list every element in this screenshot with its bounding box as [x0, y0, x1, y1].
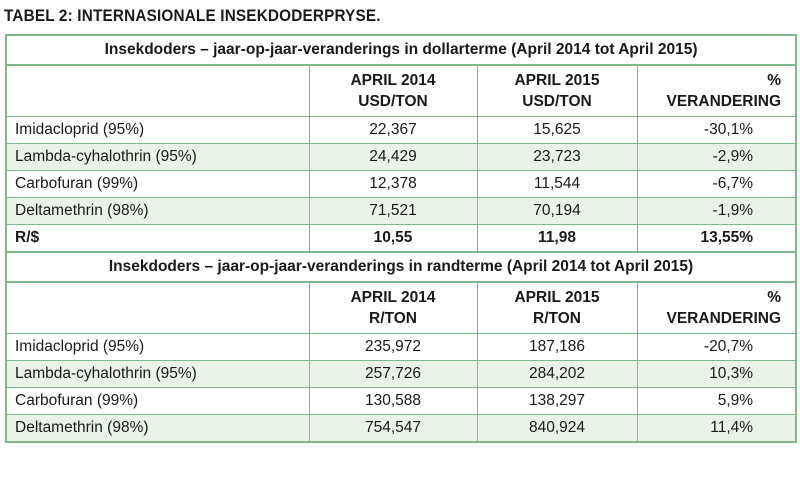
- value-2014: 257,726: [309, 361, 477, 388]
- exchange-rate-row: [6, 225, 796, 253]
- table-row: [6, 334, 796, 361]
- product-name: Lambda-cyhalothrin (95%): [6, 144, 309, 171]
- value-2014: 130,588: [309, 388, 477, 415]
- product-name: Carbofuran (99%): [6, 171, 309, 198]
- header-april-2014: APRIL 2014 R/TON: [309, 282, 477, 334]
- table-row: [6, 388, 796, 415]
- header-april-2015: APRIL 2015 R/TON: [477, 282, 637, 334]
- percent-change: -2,9%: [637, 144, 796, 171]
- table-row: [6, 171, 796, 198]
- header-percent-change: % VERANDERING: [637, 282, 796, 334]
- percent-change: -30,1%: [637, 117, 796, 144]
- column-header-row: [6, 282, 796, 334]
- value-2014: 12,378: [309, 171, 477, 198]
- product-name: Deltamethrin (98%): [6, 198, 309, 225]
- section-title-row: [6, 35, 796, 65]
- table-row: [6, 117, 796, 144]
- header-april-2015: APRIL 2015 USD/TON: [477, 65, 637, 117]
- value-2015: 138,297: [477, 388, 637, 415]
- table-row: [6, 415, 796, 443]
- percent-change: 10,3%: [637, 361, 796, 388]
- header-april-2014: APRIL 2014 USD/TON: [309, 65, 477, 117]
- header-blank-cell: [6, 282, 309, 334]
- rate-percent-change: 13,55%: [637, 225, 796, 253]
- value-2015: 23,723: [477, 144, 637, 171]
- header-blank-cell: [6, 65, 309, 117]
- product-name: Carbofuran (99%): [6, 388, 309, 415]
- value-2015: 11,544: [477, 171, 637, 198]
- header-percent-change: % VERANDERING: [637, 65, 796, 117]
- product-name: Imidacloprid (95%): [6, 334, 309, 361]
- rate-2014: 10,55: [309, 225, 477, 253]
- table-row: [6, 198, 796, 225]
- value-2015: 840,924: [477, 415, 637, 443]
- value-2015: 187,186: [477, 334, 637, 361]
- exchange-rate-label: R/$: [6, 225, 309, 253]
- column-header-row: [6, 65, 796, 117]
- percent-change: 5,9%: [637, 388, 796, 415]
- product-name: Deltamethrin (98%): [6, 415, 309, 443]
- value-2015: 15,625: [477, 117, 637, 144]
- value-2014: 24,429: [309, 144, 477, 171]
- table-row: [6, 361, 796, 388]
- value-2014: 71,521: [309, 198, 477, 225]
- insecticide-price-table: [5, 34, 797, 443]
- product-name: Lambda-cyhalothrin (95%): [6, 361, 309, 388]
- section-title: Insekdoders – jaar-op-jaar-veranderings in randterme (April 2014 tot April 2015): [6, 252, 796, 282]
- percent-change: -6,7%: [637, 171, 796, 198]
- value-2014: 235,972: [309, 334, 477, 361]
- percent-change: -1,9%: [637, 198, 796, 225]
- rate-2015: 11,98: [477, 225, 637, 253]
- percent-change: 11,4%: [637, 415, 796, 443]
- value-2014: 22,367: [309, 117, 477, 144]
- value-2015: 284,202: [477, 361, 637, 388]
- table-caption: TABEL 2: INTERNASIONALE INSEKDODERPRYSE.: [4, 6, 381, 25]
- product-name: Imidacloprid (95%): [6, 117, 309, 144]
- table-row: [6, 144, 796, 171]
- section-title: Insekdoders – jaar-op-jaar-veranderings in dollarterme (April 2014 tot April 2015): [6, 35, 796, 65]
- value-2015: 70,194: [477, 198, 637, 225]
- percent-change: -20,7%: [637, 334, 796, 361]
- value-2014: 754,547: [309, 415, 477, 443]
- section-title-row: [6, 252, 796, 282]
